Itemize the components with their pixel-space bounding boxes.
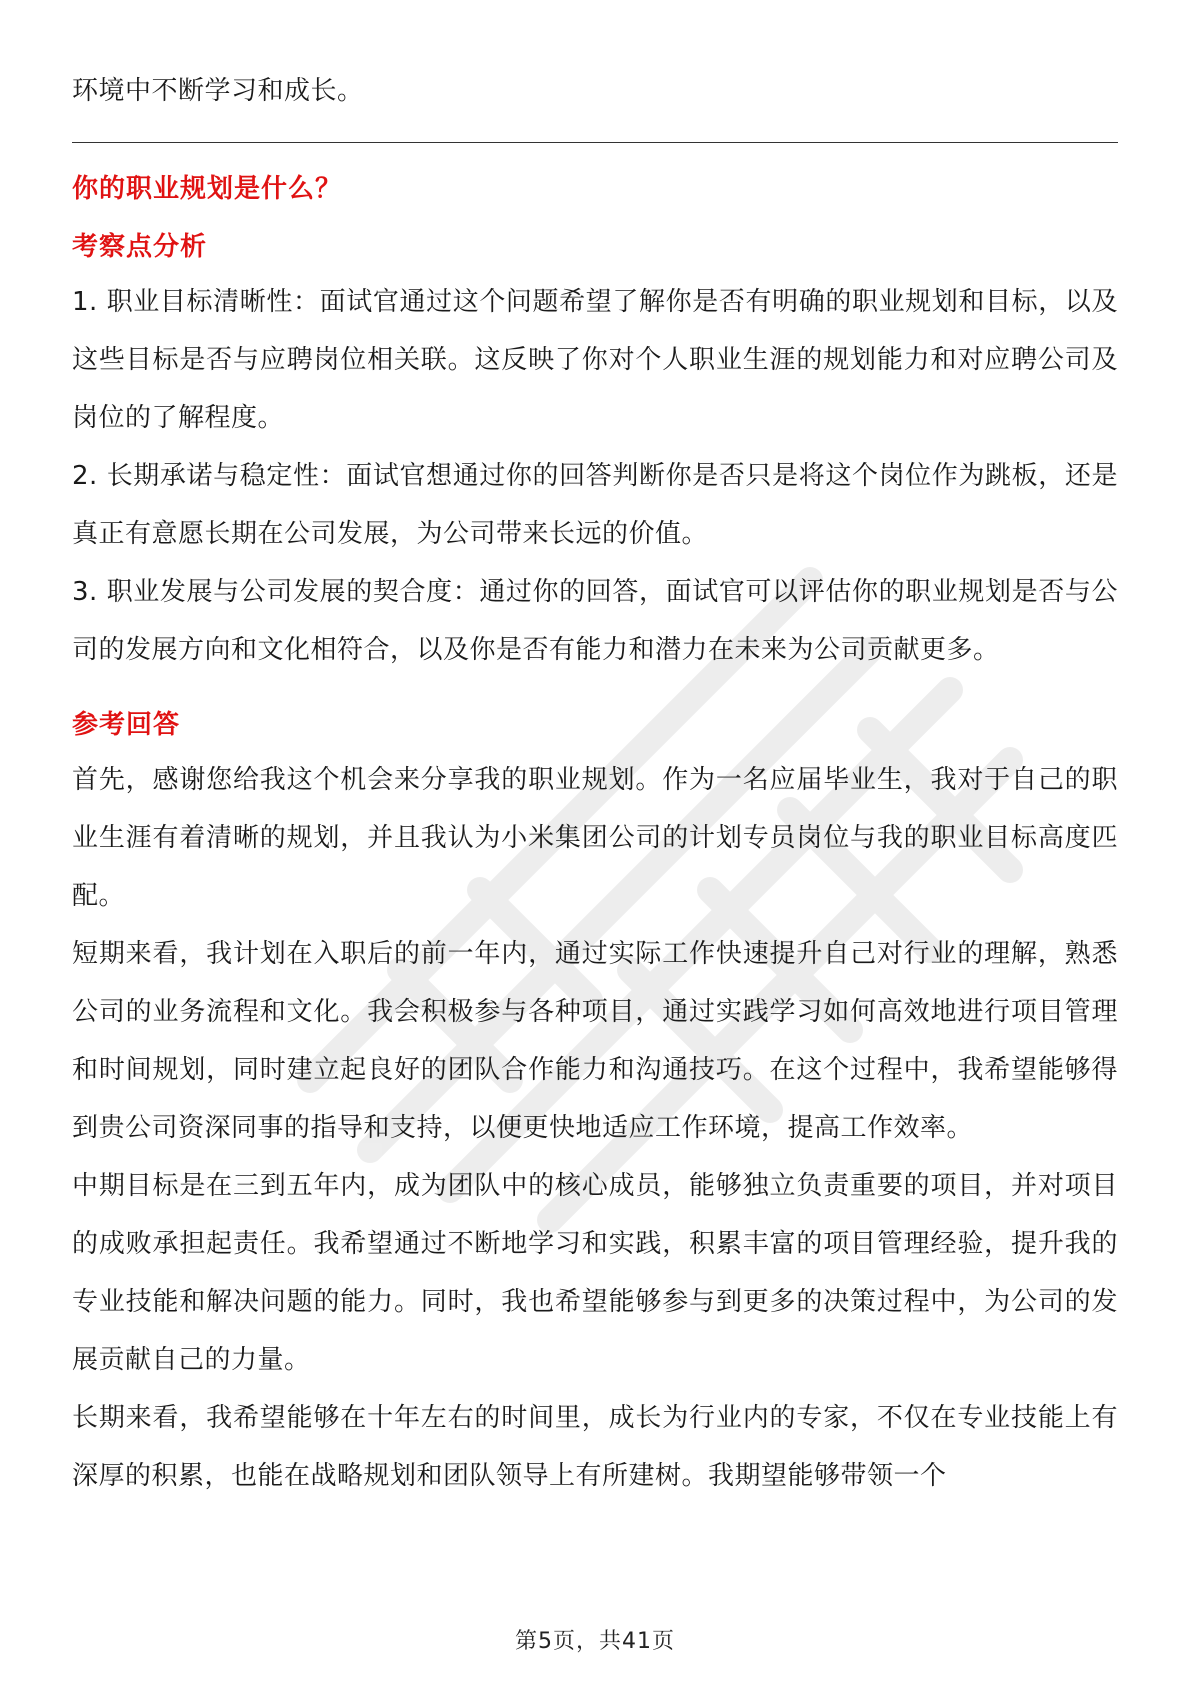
analysis-item: 2. 长期承诺与稳定性：面试官想通过你的回答判断你是否只是将这个岗位作为跳板，还是真正有意愿长期在公司发展，为公司带来长远的价值。 — [72, 461, 1118, 549]
section-divider — [72, 142, 1118, 143]
reference-answer — [72, 751, 1118, 1505]
reference-heading: 参考回答 — [72, 710, 181, 740]
answer-paragraph: 短期来看，我计划在入职后的前一年内，通过实际工作快速提升自己对行业的理解，熟悉公司的业务流程和文化。我会积极参与各种项目，通过实践学习如何高效地进行项目管理和时间规划，同时建立起良好的团队合作能力和沟通技巧。在这个过程中，我希望能够得到贵公司资深同事的指导和支持，以便更快地适应工作环境，提高工作效率。 — [72, 939, 1118, 1143]
analysis-list — [72, 273, 1118, 679]
page-content — [72, 62, 1118, 1505]
continued-text: 环境中不断学习和成长。 — [72, 76, 364, 106]
page-number: 第5页，共41页 — [515, 1629, 675, 1654]
answer-paragraph: 长期来看，我希望能够在十年左右的时间里，成长为行业内的专家，不仅在专业技能上有深厚的积累，也能在战略规划和团队领导上有所建树。我期望能够带领一个 — [72, 1403, 1118, 1491]
answer-paragraph: 首先，感谢您给我这个机会来分享我的职业规划。作为一名应届毕业生，我对于自己的职业生涯有着清晰的规划，并且我认为小米集团公司的计划专员岗位与我的职业目标高度匹配。 — [72, 765, 1118, 911]
question-heading: 你的职业规划是什么？ — [72, 174, 343, 204]
analysis-item: 3. 职业发展与公司发展的契合度：通过你的回答，面试官可以评估你的职业规划是否与公司的发展方向和文化相符合，以及你是否有能力和潜力在未来为公司贡献更多。 — [72, 577, 1118, 665]
analysis-heading: 考察点分析 — [72, 232, 208, 262]
answer-paragraph: 中期目标是在三到五年内，成为团队中的核心成员，能够独立负责重要的项目，并对项目的成败承担起责任。我希望通过不断地学习和实践，积累丰富的项目管理经验，提升我的专业技能和解决问题的能力。同时，我也希望能够参与到更多的决策过程中，为公司的发展贡献自己的力量。 — [72, 1171, 1118, 1375]
analysis-item: 1. 职业目标清晰性：面试官通过这个问题希望了解你是否有明确的职业规划和目标，以及这些目标是否与应聘岗位相关联。这反映了你对个人职业生涯的规划能力和对应聘公司及岗位的了解程度。 — [72, 287, 1118, 433]
